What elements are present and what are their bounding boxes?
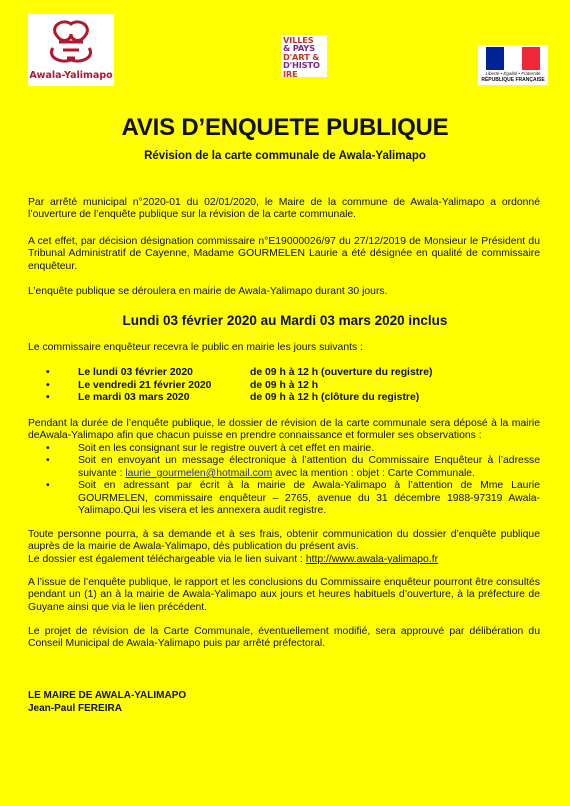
bullet: • [46, 443, 50, 454]
enquiry-dates: Lundi 03 février 2020 au Mardi 03 mars 2020 inclus [122, 313, 448, 328]
schedule-day: Le mardi 03 mars 2020 [78, 392, 190, 404]
logo-mid-line: & PAYS [283, 43, 315, 54]
paragraph-rapport [28, 577, 540, 614]
bullet: • [46, 455, 50, 467]
logo-mid-line: IRE [283, 68, 298, 79]
option-courrier [28, 480, 540, 517]
option-text: Soit en les consignant sur le registre ouvert à cet effet en mairie. [78, 443, 375, 454]
bullet: • [46, 480, 50, 492]
observation-options [28, 443, 540, 517]
paragraph-communication [28, 529, 540, 566]
paragraph-text: Le commissaire enquêteur recevra le public en mairie les jours suivants : [28, 342, 363, 353]
schedule-row [28, 367, 540, 380]
option-text: Soit en adressant par écrit à la mairie de Awala-Yalimapo à l’attention de Mme Laurie GOURMELEN, commissaire enquêteur – 2765, avenue du 31 décembre 1988-97319 Awala-Yalimapo.Qui les visera et les annexera audit registre. [78, 480, 540, 517]
paragraph-text: Le projet de révision de la Carte Communale, éventuellement modifié, sera approuvé par délibération du Conseil Municipal de Awala-Yalimapo puis par arrêté préfectoral. [28, 626, 540, 650]
schedule-day: Le lundi 03 février 2020 [78, 367, 193, 378]
schedule-list [28, 367, 540, 405]
schedule-hours: de 09 h à 12 h (clôture du registre) [250, 392, 420, 404]
paragraph-text: Pendant la durée de l’enquête publique, le dossier de révision de la carte communale sera déposé à la mairie deAwala-Yalimapo afin que chacun puisse en prendre connaissance et formuler ses observations : [28, 418, 540, 442]
republic-motto: Liberté • Égalité • Fraternité [485, 71, 541, 76]
republique-francaise-logo [478, 45, 548, 85]
signature-role: LE MAIRE DE AWALA-YALIMAPO [28, 690, 187, 701]
logo-mid-line: D'HISTO [283, 60, 320, 71]
paragraph-approbation [28, 626, 540, 651]
paragraph-text: Par arrêté municipal n°2020-01 du 02/01/2020, le Maire de la commune de Awala-Yalimapo a ordonné l’ouverture de l’enquête publique sur la révision de la carte communale. [28, 197, 540, 221]
awala-yalimapo-logo [28, 14, 114, 86]
link-prefix: Le dossier est également téléchargeable via le lien suivant : [28, 553, 306, 565]
signature-block [28, 689, 186, 715]
paragraph-permanences [28, 342, 540, 354]
paragraph-text: A l’issue de l’enquête publique, le rapport et les conclusions du Commissaire enquêteur pourront être consultés pendant un (1) an à la mairie de Awala-Yalimapo aux jours et heures habituels d’ouverture, à la préfecture de Guyane ainsi que via le lien précédent. [28, 577, 540, 613]
republic-name: RÉPUBLIQUE FRANÇAISE [481, 77, 545, 83]
option-registre [28, 443, 540, 455]
signature-name: Jean-Paul FEREIRA [28, 703, 122, 714]
bullet: • [46, 367, 50, 378]
paragraph-text: L’enquête publique se déroulera en mairie de Awala-Yalimapo durant 30 jours. [28, 286, 388, 297]
turtle-knot-icon [45, 20, 97, 66]
french-flag-icon [486, 47, 540, 70]
schedule-hours: de 09 h à 12 h [250, 379, 319, 391]
paragraph-arrete [28, 197, 540, 222]
option-email [28, 455, 540, 480]
villes-pays-art-histoire-logo [281, 35, 327, 77]
email-link[interactable]: laurie_gourmelen@hotmail.com [125, 467, 273, 479]
paragraph-duree [28, 286, 540, 298]
bullet: • [46, 392, 50, 404]
paragraph-commissaire [28, 236, 540, 273]
option-text: avec la mention : objet : Carte Communale. [272, 467, 475, 479]
schedule-row [28, 380, 540, 393]
page-subtitle: Révision de la carte communale de Awala-Yalimapo [144, 150, 426, 162]
logo-mid-line: VILLES [283, 35, 314, 45]
website-link[interactable]: http://www.awala-yalimapo.fr [305, 553, 439, 565]
schedule-day: Le vendredi 21 février 2020 [78, 379, 212, 391]
logo-left-text: Awala-Yalimapo [29, 70, 113, 81]
logo-mid-line: D'ART & [283, 51, 320, 62]
paragraph-text: Toute personne pourra, à sa demande et à ses frais, obtenir communication du dossier d’enquête publique auprès de la mairie de Awala-Yalimapo, dès publication du présent avis. [28, 529, 540, 553]
paragraph-text [28, 554, 540, 566]
page-title: AVIS D’ENQUETE PUBLIQUE [121, 114, 449, 141]
bullet: • [46, 379, 50, 391]
paragraph-text: A cet effet, par décision désignation commissaire n°E19000026/97 du 27/12/2019 de Monsieur le Président du Tribunal Administratif de Cayenne, Madame GOURMELEN Laurie a été désignée en qualité de commissaire enquêteur. [28, 236, 540, 272]
schedule-row [28, 392, 540, 405]
schedule-hours: de 09 h à 12 h (ouverture du registre) [250, 367, 433, 378]
option-text: Soit en envoyant un message électronique à l’attention du Commissaire Enquêteur à l’adresse suivante : [78, 455, 540, 479]
paragraph-dossier [28, 418, 540, 443]
